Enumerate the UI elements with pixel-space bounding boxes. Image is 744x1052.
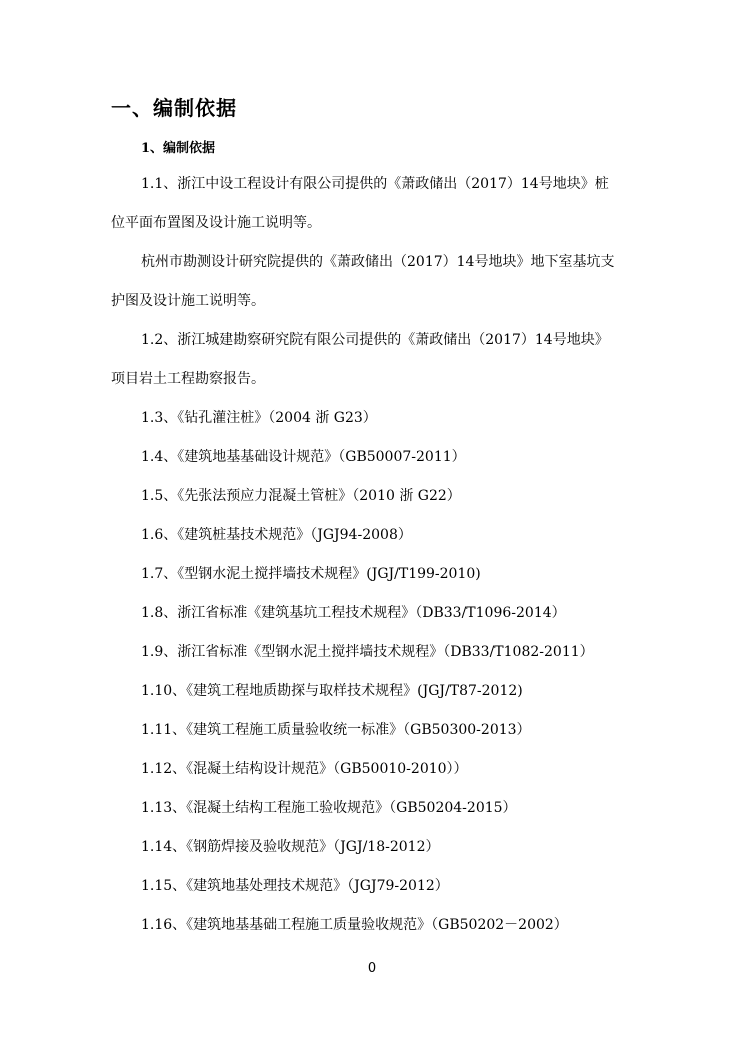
reference-item: 1.7、《型钢水泥土搅拌墙技术规程》(JGJ/T199-2010)	[141, 566, 481, 582]
reference-item: 1.4、《建筑地基基础设计规范》（GB50007-2011）	[141, 449, 466, 465]
reference-item: 1.16、《建筑地基基础工程施工质量验收规范》（GB50202－2002）	[141, 917, 568, 933]
reference-item: 1.14、《钢筋焊接及验收规范》（JGJ/18-2012）	[141, 839, 440, 855]
reference-item: 1.9、浙江省标准《型钢水泥土搅拌墙技术规程》（DB33/T1082-2011）	[141, 644, 594, 660]
paragraph-line: 位平面布置图及设计施工说明等。	[111, 215, 321, 231]
reference-item: 1.5、《先张法预应力混凝土管桩》（2010 浙 G22）	[141, 488, 461, 504]
paragraph-line: 1.1、浙江中设工程设计有限公司提供的《萧政储出（2017）14号地块》桩	[141, 176, 609, 192]
reference-item: 1.11、《建筑工程施工质量验收统一标准》（GB50300-2013）	[141, 722, 531, 738]
reference-item: 1.15、《建筑地基处理技术规范》（JGJ79-2012）	[141, 878, 449, 894]
reference-item: 1.3、《钻孔灌注桩》（2004 浙 G23）	[141, 410, 377, 426]
reference-item: 1.8、浙江省标准《建筑基坑工程技术规程》（DB33/T1096-2014）	[141, 605, 566, 621]
paragraph-line: 项目岩土工程勘察报告。	[111, 371, 265, 387]
reference-item: 1.13、《混凝土结构工程施工验收规范》（GB50204-2015）	[141, 800, 517, 816]
reference-item: 1.12、《混凝土结构设计规范》（GB50010-2010））	[141, 761, 468, 777]
page-number: 0	[367, 961, 377, 976]
reference-item: 1.10、《建筑工程地质勘探与取样技术规程》(JGJ/T87-2012)	[141, 683, 523, 699]
subsection-heading: 1、编制依据	[141, 141, 216, 156]
reference-item: 1.6、《建筑桩基技术规范》（JGJ94-2008）	[141, 527, 412, 543]
paragraph-line: 护图及设计施工说明等。	[111, 293, 265, 309]
paragraph-line: 杭州市勘测设计研究院提供的《萧政储出（2017）14号地块》地下室基坑支	[141, 254, 615, 270]
paragraph-line: 1.2、浙江城建勘察研究院有限公司提供的《萧政储出（2017）14号地块》	[141, 332, 609, 348]
section-heading: 一、编制依据	[111, 96, 237, 120]
